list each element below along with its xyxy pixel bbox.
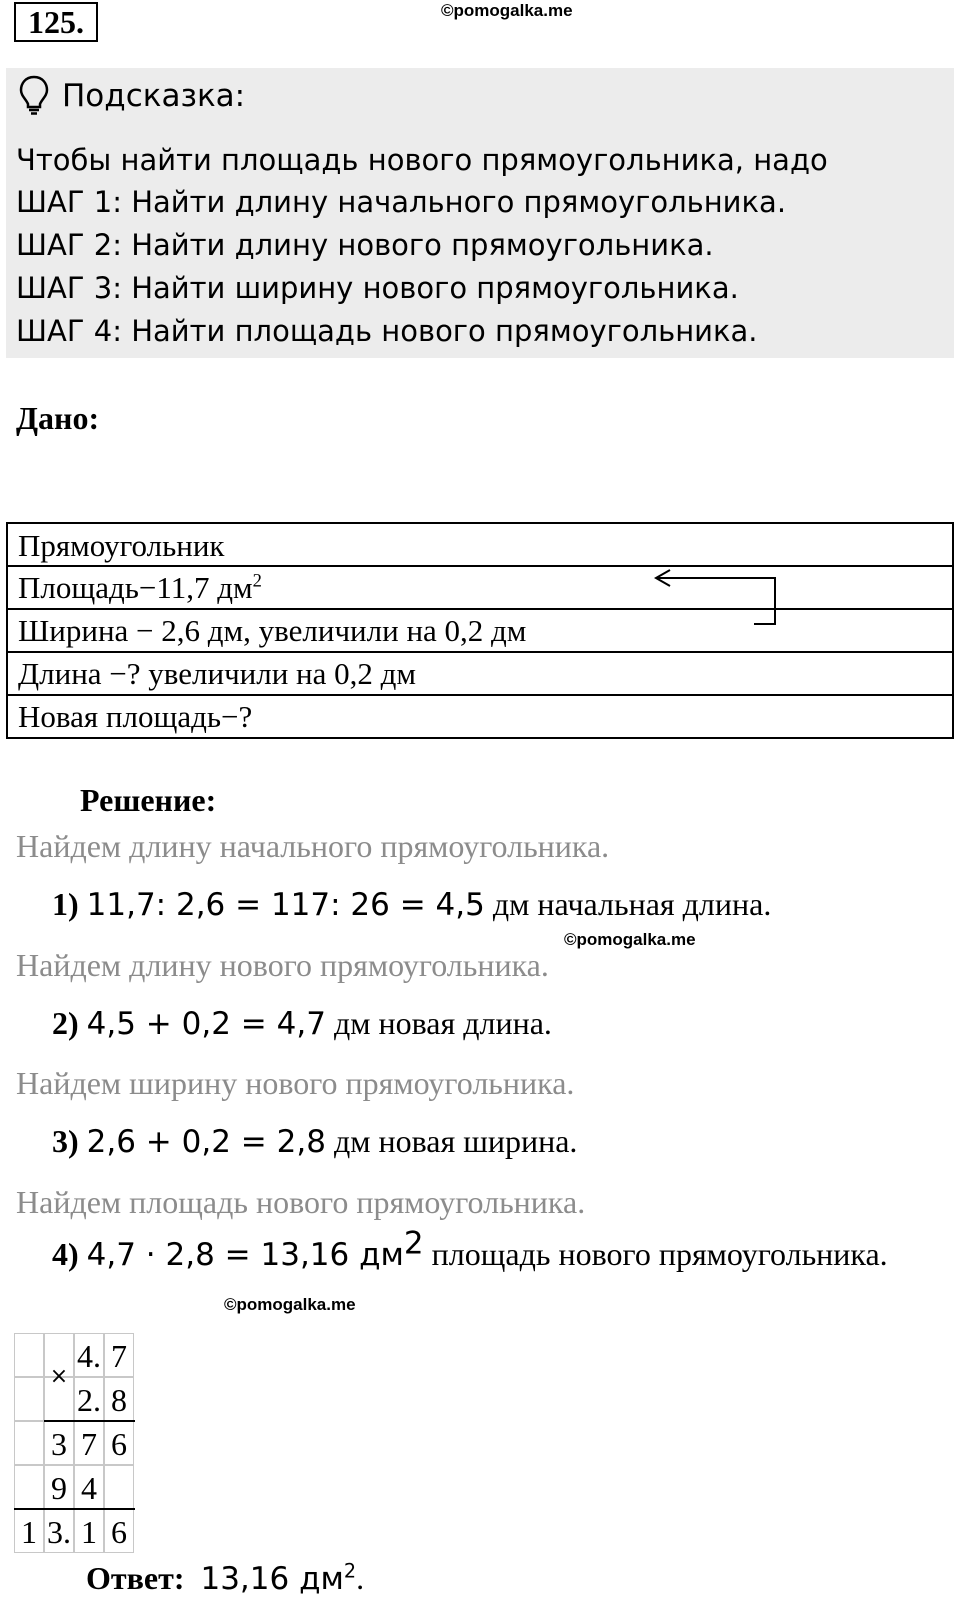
hint-step-1 <box>16 182 786 222</box>
step-text: Найти ширину нового прямоугольника. <box>121 271 739 305</box>
step-number: 3) <box>52 1123 79 1159</box>
superscript: 2 <box>343 1559 357 1583</box>
given-row <box>8 651 952 694</box>
grid-cell <box>14 1377 44 1421</box>
step-hint: Найдем ширину нового прямоугольника. <box>16 1065 575 1101</box>
grid-cell: 6 <box>104 1509 134 1553</box>
task-number: 125. <box>14 2 98 42</box>
given-row <box>8 694 952 737</box>
watermark: ©pomogalka.me <box>564 930 696 949</box>
step-line <box>52 1225 888 1273</box>
grid-cell: 2. <box>74 1377 104 1421</box>
step-expression: 4,7 · 2,8 = 13,16 дм <box>86 1237 404 1273</box>
answer-value: 13,16 дм <box>200 1561 344 1597</box>
given-table <box>6 522 954 739</box>
relation-arrow-icon <box>650 564 790 635</box>
sum-line <box>14 1508 135 1510</box>
product-line <box>44 1420 135 1422</box>
grid-cell: 7 <box>74 1421 104 1465</box>
watermark: ©pomogalka.me <box>441 1 573 20</box>
hint-intro: Чтобы найти площадь нового прямоугольника, надо <box>16 143 828 177</box>
step-line <box>52 1005 552 1042</box>
grid-cell: 6 <box>104 1421 134 1465</box>
answer <box>86 1560 364 1597</box>
given-row <box>8 608 952 651</box>
hint-step-4 <box>16 311 758 351</box>
given-title: Дано: <box>16 400 100 436</box>
step-text: Найти площадь нового прямоугольника. <box>121 314 758 348</box>
step-number: 4) <box>52 1236 79 1272</box>
grid-cell <box>14 1333 44 1377</box>
step-expression: 11,7: 2,6 = 117: 26 = 4,5 <box>86 887 485 923</box>
step-hint: Найдем площадь нового прямоугольника. <box>16 1184 586 1220</box>
given-text: Площадь−11,7 дм <box>18 570 253 605</box>
step-label: ШАГ 4: <box>16 314 122 348</box>
step-number: 2) <box>52 1005 79 1041</box>
multiply-sign: × <box>49 1364 69 1389</box>
step-expression: 2,6 + 0,2 = 2,8 <box>86 1124 326 1160</box>
step-hint: Найдем длину нового прямоугольника. <box>16 947 549 983</box>
hint-title: Подсказка: <box>62 78 246 114</box>
step-hint: Найдем длину начального прямоугольника. <box>16 828 610 864</box>
grid-cell: 3. <box>44 1509 74 1553</box>
answer-label: Ответ: <box>86 1560 185 1596</box>
grid-cell: 1 <box>14 1509 44 1553</box>
step-number: 1) <box>52 886 79 922</box>
watermark: ©pomogalka.me <box>224 1295 356 1314</box>
step-label: ШАГ 2: <box>16 228 122 262</box>
step-label: ШАГ 1: <box>16 185 122 219</box>
grid-cell <box>14 1465 44 1509</box>
given-text: Прямоугольник <box>18 528 225 563</box>
step-line <box>52 886 771 923</box>
grid-cell: 4. <box>74 1333 104 1377</box>
hint-step-3 <box>16 268 739 308</box>
lightbulb-icon <box>18 74 50 121</box>
step-expression: 4,5 + 0,2 = 4,7 <box>86 1006 326 1042</box>
grid-cell <box>14 1421 44 1465</box>
step-unit: площадь нового прямоугольника. <box>423 1236 888 1272</box>
superscript: 2 <box>252 570 262 592</box>
step-label: ШАГ 3: <box>16 271 122 305</box>
solution-title: Решение: <box>80 782 217 818</box>
given-row <box>8 524 952 565</box>
grid-cell: 9 <box>44 1465 74 1509</box>
answer-end: . <box>356 1560 365 1596</box>
step-unit: дм новая ширина. <box>325 1123 578 1159</box>
given-text: Ширина − 2,6 дм, увеличили на 0,2 дм <box>18 613 527 648</box>
step-unit: дм новая длина. <box>325 1005 552 1041</box>
grid-cell <box>104 1465 134 1509</box>
given-row <box>8 565 952 608</box>
step-line <box>52 1123 577 1160</box>
given-text: Длина −? увеличили на 0,2 дм <box>18 656 417 691</box>
step-unit: дм начальная длина. <box>484 886 772 922</box>
grid-cell: 4 <box>74 1465 104 1509</box>
grid-cell: 3 <box>44 1421 74 1465</box>
grid-cell: 7 <box>104 1333 134 1377</box>
superscript: 2 <box>403 1225 424 1262</box>
step-text: Найти длину начального прямоугольника. <box>121 185 787 219</box>
grid-cell: 8 <box>104 1377 134 1421</box>
step-text: Найти длину нового прямоугольника. <box>121 228 714 262</box>
grid-cell: 1 <box>74 1509 104 1553</box>
given-text: Новая площадь−? <box>18 699 253 734</box>
hint-step-2 <box>16 225 714 265</box>
